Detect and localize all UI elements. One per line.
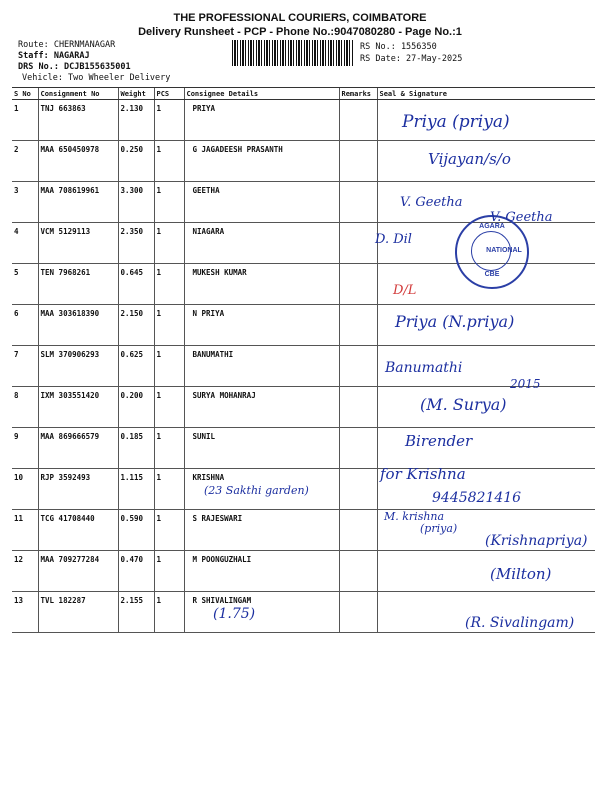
cell-remarks: [339, 387, 377, 428]
cell-sno: 11: [12, 510, 38, 551]
table-header-row: [12, 88, 595, 100]
cell-weight: 2.155: [118, 592, 154, 633]
cell-pcs: 1: [154, 264, 184, 305]
delivery-table: [12, 87, 595, 633]
handwritten-signature-4: D. Dil: [375, 232, 412, 247]
drs-number: DRS No.: DCJB155635001: [18, 62, 131, 72]
route-label: Route: CHERNMANAGAR: [18, 40, 116, 50]
handwritten-signature-8: (M. Surya): [420, 395, 507, 414]
handwritten-address-10: (23 Sakthi garden): [204, 484, 309, 497]
handwritten-signature-11a: M. krishna: [384, 510, 445, 523]
cell-consignee: MUKESH KUMAR: [184, 264, 339, 305]
cell-consignee: N PRIYA: [184, 305, 339, 346]
cell-sno: 6: [12, 305, 38, 346]
cell-pcs: 1: [154, 469, 184, 510]
cell-consignment-no: RJP 3592493: [38, 469, 118, 510]
cell-consignee: NIAGARA: [184, 223, 339, 264]
seal-bottom-text: CBE: [484, 271, 500, 278]
cell-weight: 0.250: [118, 141, 154, 182]
cell-pcs: 1: [154, 592, 184, 633]
cell-consignee: M POONGUZHALI: [184, 551, 339, 592]
cell-remarks: [339, 182, 377, 223]
handwritten-signature-9: Birender: [405, 432, 473, 450]
cell-consignee: PRIYA: [184, 100, 339, 141]
table-row: [12, 346, 595, 387]
cell-remarks: [339, 223, 377, 264]
handwritten-phone-10: 9445821416: [432, 490, 522, 506]
cell-sno: 10: [12, 469, 38, 510]
cell-weight: 2.130: [118, 100, 154, 141]
cell-sno: 2: [12, 141, 38, 182]
cell-sno: 13: [12, 592, 38, 633]
cell-sno: 12: [12, 551, 38, 592]
cell-weight: 0.645: [118, 264, 154, 305]
cell-consignee: G JAGADEESH PRASANTH: [184, 141, 339, 182]
cell-sno: 9: [12, 428, 38, 469]
rs-date: RS Date: 27-May-2025: [360, 54, 463, 64]
col-weight: Weight: [118, 88, 154, 100]
company-title: THE PROFESSIONAL COURIERS, COIMBATORE: [173, 12, 427, 24]
cell-weight: 0.625: [118, 346, 154, 387]
col-pcs: PCS: [154, 88, 184, 100]
cell-consignee: GEETHA: [184, 182, 339, 223]
cell-pcs: 1: [154, 100, 184, 141]
cell-consignee: R SHIVALINGAM: [184, 592, 339, 633]
company-seal-stamp: [455, 215, 529, 289]
seal-right-text: NATIONAL: [486, 247, 522, 254]
cell-consignee: BANUMATHI: [184, 346, 339, 387]
cell-pcs: 1: [154, 551, 184, 592]
cell-weight: 0.185: [118, 428, 154, 469]
cell-consignee: S RAJESWARI: [184, 510, 339, 551]
handwritten-note-13: (1.75): [213, 606, 256, 622]
cell-consignment-no: MAA 303618390: [38, 305, 118, 346]
table-row: [12, 428, 595, 469]
cell-weight: 0.470: [118, 551, 154, 592]
handwritten-signature-13: (R. Sivalingam): [465, 615, 575, 631]
cell-weight: 2.150: [118, 305, 154, 346]
cell-remarks: [339, 592, 377, 633]
handwritten-signature-11c: (Krishnapriya): [485, 533, 588, 549]
cell-consignment-no: SLM 370906293: [38, 346, 118, 387]
handwritten-signature-3a: V. Geetha: [400, 195, 463, 210]
cell-pcs: 1: [154, 510, 184, 551]
cell-consignee: SURYA MOHANRAJ: [184, 387, 339, 428]
cell-weight: 1.115: [118, 469, 154, 510]
cell-sno: 4: [12, 223, 38, 264]
cell-remarks: [339, 469, 377, 510]
cell-remarks: [339, 141, 377, 182]
cell-weight: 0.200: [118, 387, 154, 428]
cell-sno: 7: [12, 346, 38, 387]
sheet-title: Delivery Runsheet - PCP - Phone No.:9047080280 - Page No.:1: [138, 26, 462, 38]
rs-number: RS No.: 1556350: [360, 42, 437, 52]
cell-pcs: 1: [154, 182, 184, 223]
cell-signature: [377, 551, 595, 592]
cell-weight: 3.300: [118, 182, 154, 223]
cell-pcs: 1: [154, 141, 184, 182]
handwritten-signature-10a: for Krishna: [380, 465, 466, 483]
cell-consignment-no: TEN 7968261: [38, 264, 118, 305]
cell-sno: 5: [12, 264, 38, 305]
cell-pcs: 1: [154, 305, 184, 346]
cell-sno: 1: [12, 100, 38, 141]
handwritten-note-7b: 2015: [510, 377, 541, 391]
cell-weight: 2.350: [118, 223, 154, 264]
handwritten-signature-1: Priya (priya): [402, 112, 510, 132]
cell-consignment-no: TCG 41708440: [38, 510, 118, 551]
col-consignee: Consignee Details: [184, 88, 339, 100]
col-remarks: Remarks: [339, 88, 377, 100]
cell-pcs: 1: [154, 223, 184, 264]
cell-pcs: 1: [154, 428, 184, 469]
cell-consignment-no: MAA 708619961: [38, 182, 118, 223]
cell-remarks: [339, 551, 377, 592]
cell-sno: 8: [12, 387, 38, 428]
cell-remarks: [339, 264, 377, 305]
col-sno: S No: [12, 88, 38, 100]
cell-pcs: 1: [154, 346, 184, 387]
cell-remarks: [339, 510, 377, 551]
handwritten-signature-12: (Milton): [490, 565, 552, 583]
barcode-image: [232, 40, 354, 66]
handwritten-signature-2: Vijayan/s/o: [428, 150, 511, 168]
cell-consignment-no: MAA 650450978: [38, 141, 118, 182]
vehicle-label: Vehicle: Two Wheeler Delivery: [22, 73, 171, 83]
cell-remarks: [339, 100, 377, 141]
handwritten-signature-6: Priya (N.priya): [395, 312, 515, 331]
cell-remarks: [339, 305, 377, 346]
cell-consignment-no: TVL 182287: [38, 592, 118, 633]
staff-label: Staff: NAGARAJ: [18, 51, 90, 61]
handwritten-signature-7: Banumathi: [385, 360, 463, 376]
cell-pcs: 1: [154, 387, 184, 428]
handwritten-signature-11b: (priya): [420, 522, 458, 535]
handwritten-signature-3b: V. Geetha: [490, 210, 553, 225]
cell-consignment-no: VCM 5129113: [38, 223, 118, 264]
cell-consignment-no: TNJ 663863: [38, 100, 118, 141]
cell-consignment-no: MAA 869666579: [38, 428, 118, 469]
table-row: [12, 387, 595, 428]
cell-consignment-no: IXM 303551420: [38, 387, 118, 428]
col-consignment: Consignment No: [38, 88, 118, 100]
cell-sno: 3: [12, 182, 38, 223]
cell-remarks: [339, 346, 377, 387]
handwritten-remark-5: D/L: [393, 283, 417, 298]
seal-top-text: AGARA: [479, 223, 505, 230]
cell-remarks: [339, 428, 377, 469]
cell-consignee: KRISHNA: [184, 469, 339, 510]
col-signature: Seal & Signature: [377, 88, 595, 100]
cell-consignment-no: MAA 709277284: [38, 551, 118, 592]
cell-weight: 0.590: [118, 510, 154, 551]
cell-consignee: SUNIL: [184, 428, 339, 469]
